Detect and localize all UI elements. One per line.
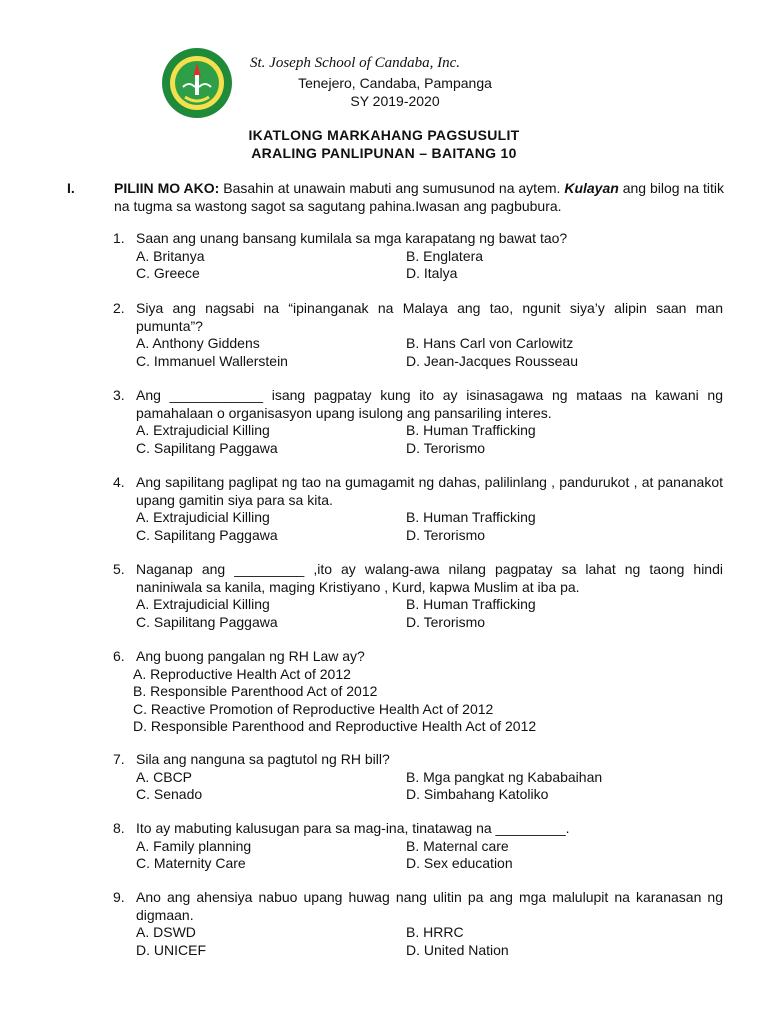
question-9 [113, 889, 723, 959]
question-number: 5. [113, 561, 125, 577]
school-year: SY 2019-2020 [350, 93, 440, 109]
option-b[interactable]: B. Englatera [406, 247, 484, 264]
option-b[interactable]: B. Human Trafficking [406, 422, 536, 438]
question-number: 3. [113, 387, 125, 403]
question-number: 8. [113, 820, 125, 836]
exam-subject: ARALING PANLIPUNAN – BAITANG 10 [251, 145, 517, 161]
option-b[interactable]: B. Responsible Parenthood Act of 2012 [133, 683, 378, 699]
question-number: 2. [113, 300, 125, 316]
option-b[interactable]: B. Maternal care [406, 837, 509, 854]
question-text: Naganap ang _________ ,ito ay walang-awa nilang pagpatay sa lahat ng taong hindi naniniwala sa kanila, maging Kristiyano , Kurd, kapwa Muslim at iba pa. [136, 561, 723, 595]
question-7 [113, 751, 723, 804]
question-options [136, 924, 723, 959]
question-number: 4. [113, 474, 125, 490]
question-options [136, 422, 723, 457]
option-a[interactable]: A. Reproductive Health Act of 2012 [133, 665, 351, 682]
question-options [136, 596, 723, 631]
school-address: Tenejero, Candaba, Pampanga [298, 75, 492, 91]
option-c[interactable]: C. Greece [136, 265, 200, 281]
option-b[interactable]: B. Human Trafficking [406, 509, 536, 525]
option-d[interactable]: D. Jean-Jacques Rousseau [406, 352, 578, 369]
option-a[interactable]: A. DSWD [136, 924, 196, 940]
question-text: Ang buong pangalan ng RH Law ay? [136, 648, 365, 664]
option-a[interactable]: A. Extrajudicial Killing [136, 596, 270, 612]
option-b[interactable]: B. HRRC [406, 924, 464, 940]
option-a[interactable]: A. Extrajudicial Killing [136, 422, 270, 438]
section-lead: PILIIN MO AKO: [114, 180, 220, 196]
school-name: St. Joseph School of Candaba, Inc. [250, 55, 460, 71]
option-c[interactable]: D. UNICEF [136, 941, 206, 958]
question-number: 6. [113, 648, 125, 664]
question-options [133, 666, 723, 736]
section-emphasis: Kulayan [564, 180, 619, 196]
option-a[interactable]: A. Extrajudicial Killing [136, 509, 270, 525]
option-d[interactable]: D. Simbahang Katoliko [406, 786, 549, 802]
question-options [136, 838, 723, 873]
question-text: Ito ay mabuting kalusugan para sa mag-ina, tinatawag na _________. [136, 820, 570, 836]
section-text-b: ang bilog na titik na tugma sa wastong sagot sa sagutang pahina.Iwasan ang pagbubura. [114, 180, 724, 214]
option-c[interactable]: C. Sapilitang Paggawa [136, 439, 278, 456]
question-8 [113, 820, 723, 873]
question-3 [113, 387, 723, 457]
option-d[interactable]: D. Terorismo [406, 613, 486, 630]
option-d[interactable]: D. Sex education [406, 855, 513, 871]
question-text: Ano ang ahensiya nabuo upang huwag nang ulitin pa ang mga malulupit na karanasan ng digmaan. [136, 889, 723, 923]
question-options [136, 335, 723, 370]
option-c[interactable]: C. Reactive Promotion of Reproductive Health Act of 2012 [133, 700, 494, 717]
question-2 [113, 300, 723, 370]
question-options [136, 509, 723, 544]
option-c[interactable]: C. Sapilitang Paggawa [136, 526, 278, 543]
option-a[interactable]: A. Family planning [136, 837, 252, 854]
question-options [136, 769, 723, 804]
option-c[interactable]: C. Immanuel Wallerstein [136, 352, 288, 369]
option-c[interactable]: C. Maternity Care [136, 855, 246, 871]
question-4 [113, 474, 723, 544]
question-number: 9. [113, 889, 125, 905]
question-options [136, 248, 723, 283]
question-6 [113, 648, 723, 736]
option-b[interactable]: B. Hans Carl von Carlowitz [406, 335, 574, 351]
section-number: I. [67, 180, 75, 196]
option-c[interactable]: C. Senado [136, 786, 203, 802]
option-a[interactable]: A. Britanya [136, 247, 205, 264]
option-d[interactable]: D. Italya [406, 265, 458, 281]
question-number: 7. [113, 751, 125, 767]
option-d[interactable]: D. United Nation [406, 941, 509, 958]
option-a[interactable]: A. Anthony Giddens [136, 335, 260, 351]
question-number: 1. [113, 230, 125, 246]
option-d[interactable]: D. Terorismo [406, 526, 486, 543]
exam-title: IKATLONG MARKAHANG PAGSUSULIT [248, 127, 520, 143]
option-b[interactable]: B. Human Trafficking [406, 596, 536, 612]
option-a[interactable]: A. CBCP [136, 768, 193, 785]
question-5 [113, 561, 723, 631]
option-c[interactable]: C. Sapilitang Paggawa [136, 613, 278, 630]
question-text: Ang ____________ isang pagpatay kung ito ay isinasagawa ng mataas na kawani ng pamahalaan o organisasyon upang isulong ang pansariling interes. [136, 387, 723, 421]
option-d[interactable]: D. Responsible Parenthood and Reproductive Health Act of 2012 [133, 718, 537, 734]
option-b[interactable]: B. Mga pangkat ng Kababaihan [406, 768, 603, 785]
question-text: Sila ang nanguna sa pagtutol ng RH bill? [136, 751, 390, 767]
question-text: Saan ang unang bansang kumilala sa mga karapatang ng bawat tao? [136, 230, 568, 246]
section-text-a: Basahin at unawain mabuti ang sumusunod na aytem. [219, 180, 565, 196]
question-1 [113, 230, 723, 283]
option-d[interactable]: D. Terorismo [406, 439, 486, 456]
question-text: Ang sapilitang paglipat ng tao na gumagamit ng dahas, palilinlang , pandurukot , at pananakot upang gamitin siya para sa kita. [136, 474, 723, 508]
section-text [114, 179, 724, 215]
question-text: Siya ang nagsabi na “ipinanganak na Malaya ang tao, ngunit siya’y alipin saan man pumunta”? [136, 300, 723, 334]
